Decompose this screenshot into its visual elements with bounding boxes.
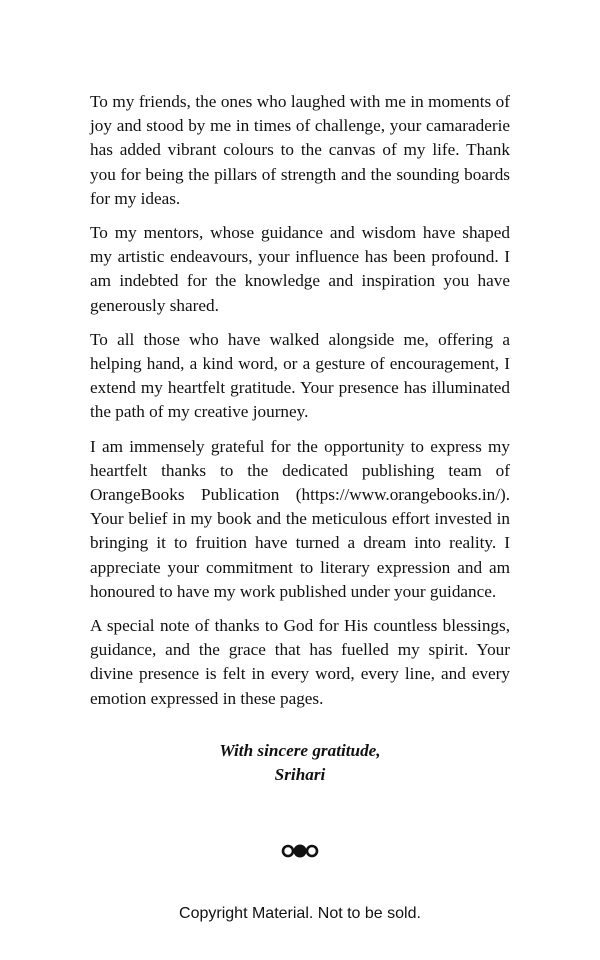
paragraph-publisher: I am immensely grateful for the opportunity to express my heartfelt thanks to the dedicated publishing team of OrangeBooks Publication (https://www.orangebooks.in/). Your belief in my book and the meticulous effort invested in bringing it to fruition have turned a dream into reality. I appreciate your commitment to literary expression and am honoured to have my work published under your guidance. <box>90 436 510 601</box>
signoff-name: Srihari <box>274 764 326 784</box>
paragraph-mentors: To my mentors, whose guidance and wisdom have shaped my artistic endeavours, your influence has been profound. I am indebted for the knowledge and inspiration you have generously shared. <box>90 223 510 315</box>
three-circles-ornament-icon <box>281 843 319 859</box>
paragraph-friends: To my friends, the ones who laughed with me in moments of joy and stood by me in times of challenge, your camaraderie has added vibrant colours to the canvas of my life. Thank you for being the pillars of strength and the sounding boards for my ideas. <box>90 92 510 208</box>
signoff-line: With sincere gratitude, <box>219 740 381 760</box>
signoff <box>90 739 510 787</box>
paragraph-supporters: To all those who have walked alongside me, offering a helping hand, a kind word, or a gesture of encouragement, I extend my heartfelt gratitude. Your presence has illuminated the path of my creative journey. <box>90 329 510 422</box>
paragraph-god: A special note of thanks to God for His countless blessings, guidance, and the grace that has fuelled my spirit. Your divine presence is felt in every word, every line, and every emotion expressed in these pages. <box>90 616 510 708</box>
copyright-footer: Copyright Material. Not to be sold. <box>179 905 421 922</box>
acknowledgement-text <box>90 90 510 787</box>
